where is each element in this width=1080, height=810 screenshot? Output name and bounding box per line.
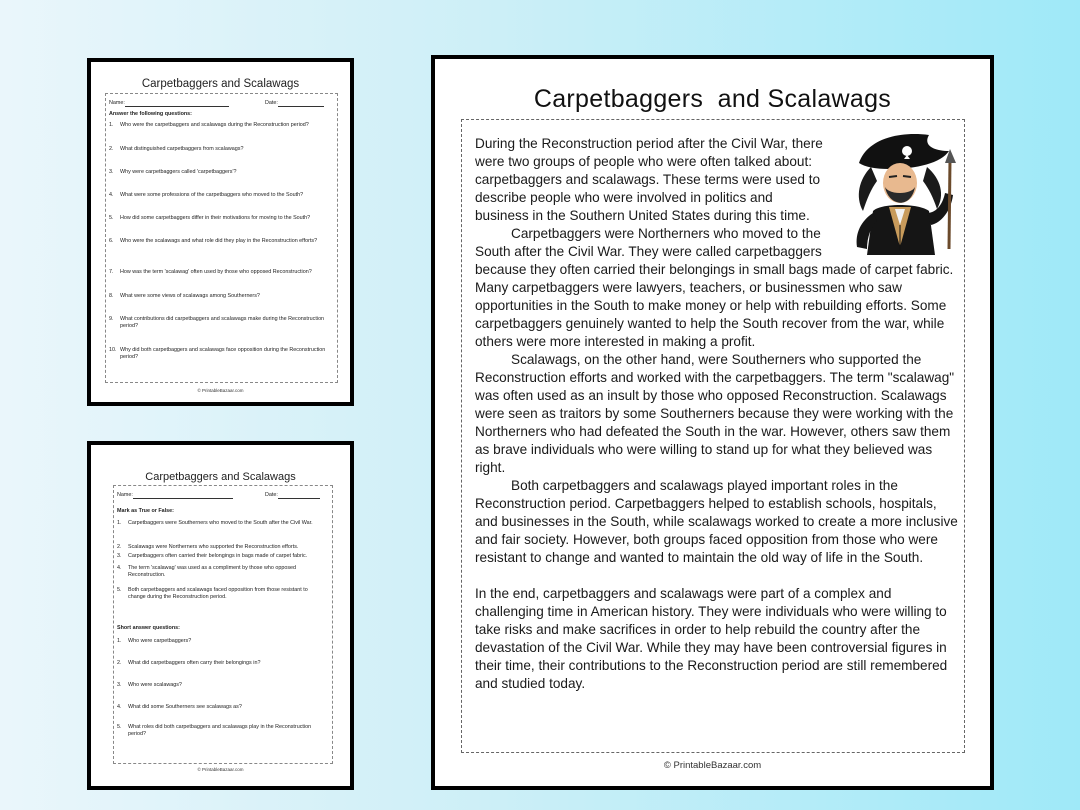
worksheet-truefalse-preview xyxy=(87,441,354,790)
item-number: 4. xyxy=(117,704,122,710)
list-item xyxy=(117,638,323,645)
list-item xyxy=(117,553,323,560)
item-number: 4. xyxy=(117,565,122,571)
item-text: What contributions did carpetbaggers and scalawags make during the Reconstruction period? xyxy=(120,316,325,329)
paragraph-5: In the end, carpetbaggers and scalawags were part of a complex and challenging time in American history. They were individuals who were willing to take risks and make sacrifices in order to help rebuild the country after the devastation of the Civil War. While they may have been controversial figures in their time, their contributions to the Reconstruction period are still remembered and studied today. xyxy=(475,586,948,691)
name-field xyxy=(125,101,229,107)
item-text: Who were the scalawags and what role did they play in the Reconstruction efforts? xyxy=(120,238,318,244)
item-number: 5. xyxy=(109,215,114,221)
tf-heading: Mark as True or False: xyxy=(117,508,174,514)
paragraph-2: Carpetbaggers were Northerners who moved to the South after the Civil War. They were called carpetbaggers because they often carried their belongings in small bags made of carpet fabric. Many carpetbaggers were lawyers, teachers, or businessmen who saw opportunities in the South to make money or help with rebuilding efforts. Some carpetbaggers genuinely wanted to help the South recover from the war, while others were more interested in making a profit. xyxy=(475,226,954,349)
list-item xyxy=(117,565,323,579)
date-field xyxy=(278,101,324,107)
item-number: 1. xyxy=(117,638,122,644)
list-item xyxy=(109,169,335,176)
item-text: What did carpetbaggers often carry their belongings in? xyxy=(128,660,261,666)
list-item xyxy=(117,682,323,689)
item-text: Scalawags were Northerners who supported the Reconstruction efforts. xyxy=(128,544,299,550)
date-label: Date: xyxy=(265,100,278,106)
page-title: Carpetbaggers and Scalawags xyxy=(533,85,892,113)
list-item xyxy=(117,587,323,601)
item-number: 5. xyxy=(117,587,122,593)
footer: © PrintableBazaar.com xyxy=(663,760,762,771)
item-text: What did some Southerners see scalawags as? xyxy=(128,704,242,710)
name-line xyxy=(109,100,229,107)
item-text: How was the term 'scalawag' often used by those who opposed Reconstruction? xyxy=(120,269,312,275)
list-item xyxy=(109,316,335,330)
list-item xyxy=(109,238,335,245)
list-item xyxy=(109,192,335,199)
list-item xyxy=(117,660,323,667)
item-text: Who were the carpetbaggers and scalawags during the Reconstruction period? xyxy=(120,122,309,128)
item-number: 2. xyxy=(117,660,122,666)
list-item xyxy=(117,520,323,527)
date-label: Date: xyxy=(265,492,278,498)
item-text: What distinguished carpetbaggers from scalawags? xyxy=(120,146,244,152)
list-item xyxy=(117,724,323,738)
short-answer-heading: Short answer questions: xyxy=(117,625,180,631)
date-line xyxy=(265,100,324,107)
name-label: Name: xyxy=(117,492,133,498)
item-number: 4. xyxy=(109,192,114,198)
list-item xyxy=(117,544,323,551)
list-item xyxy=(109,347,335,361)
paragraph-3: Scalawags, on the other hand, were Southerners who supported the Reconstruction efforts and worked with the carpetbaggers. The term "scalawag" was often used as an insult by those who opposed Reconstruction. Scalawags were seen as traitors by some Southerners because they were working with the Northerners who had defeated the South in the war. However, others saw them as brave individuals who were willing to stand up for what they believed was right. xyxy=(475,352,955,475)
paragraph-4: Both carpetbaggers and scalawags played important roles in the Reconstruction period. Carpetbaggers helped to establish schools, hospitals, and businesses in the South, while scalawags worked to create a more inclusive and fair society. However, both groups faced opposition from those who were resistant to change and wanted to maintain the old way of life in the South. xyxy=(475,478,958,565)
item-text: The term 'scalawag' was used as a compliment by those who opposed Reconstruction. xyxy=(128,565,297,578)
item-text: Carpetbaggers often carried their belongings in bags made of carpet fabric. xyxy=(128,553,308,559)
worksheet-title: Carpetbaggers and Scalawags xyxy=(145,471,296,483)
worksheet-title: Carpetbaggers and Scalawags xyxy=(141,78,300,90)
item-number: 6. xyxy=(109,238,114,244)
item-number: 10. xyxy=(109,347,117,353)
item-text: Why were carpetbaggers called 'carpetbaggers'? xyxy=(120,169,237,175)
passage-text xyxy=(475,135,961,693)
item-number: 1. xyxy=(117,520,122,526)
pirate-illustration-icon xyxy=(837,129,965,255)
item-text: What were some views of scalawags among Southerners? xyxy=(120,293,260,299)
reading-passage-page xyxy=(431,55,994,790)
list-item xyxy=(109,146,335,153)
item-number: 7. xyxy=(109,269,114,275)
list-item xyxy=(109,215,335,222)
item-text: Who were scalawags? xyxy=(128,682,182,688)
paragraph-1: During the Reconstruction period after the Civil War, there were two groups of people who were often talked about: carpetbaggers and scalawags. These terms were used to describe people who were involved in politics and business in the Southern United States during this time. xyxy=(475,136,823,223)
name-field xyxy=(133,493,233,499)
item-number: 1. xyxy=(109,122,114,128)
item-number: 5. xyxy=(117,724,122,730)
footer: © PrintableBazaar.com xyxy=(197,388,244,393)
name-label: Name: xyxy=(109,100,125,106)
worksheet-questions-preview xyxy=(87,58,354,406)
item-text: Who were carpetbaggers? xyxy=(128,638,192,644)
instructions: Answer the following questions: xyxy=(109,111,192,117)
item-text: Both carpetbaggers and scalawags faced opposition from those resistant to change during the Reconstruction period. xyxy=(128,587,308,600)
date-field xyxy=(278,493,320,499)
item-number: 9. xyxy=(109,316,114,322)
list-item xyxy=(109,269,335,276)
date-line xyxy=(265,492,320,499)
item-number: 2. xyxy=(117,544,122,550)
item-number: 3. xyxy=(117,553,122,559)
list-item xyxy=(109,293,335,300)
item-number: 2. xyxy=(109,146,114,152)
item-text: What roles did both carpetbaggers and scalawags play in the Reconstruction period? xyxy=(128,724,312,737)
item-text: Why did both carpetbaggers and scalawags face opposition during the Reconstruction period? xyxy=(120,347,326,360)
name-line xyxy=(117,492,233,499)
footer: © PrintableBazaar.com xyxy=(197,767,244,772)
item-text: How did some carpetbaggers differ in their motivations for moving to the South? xyxy=(120,215,311,221)
item-number: 8. xyxy=(109,293,114,299)
list-item xyxy=(117,704,323,711)
item-text: Carpetbaggers were Southerners who moved to the South after the Civil War. xyxy=(128,520,313,526)
item-text: What were some professions of the carpetbaggers who moved to the South? xyxy=(120,192,304,198)
item-number: 3. xyxy=(109,169,114,175)
list-item xyxy=(109,122,335,129)
item-number: 3. xyxy=(117,682,122,688)
